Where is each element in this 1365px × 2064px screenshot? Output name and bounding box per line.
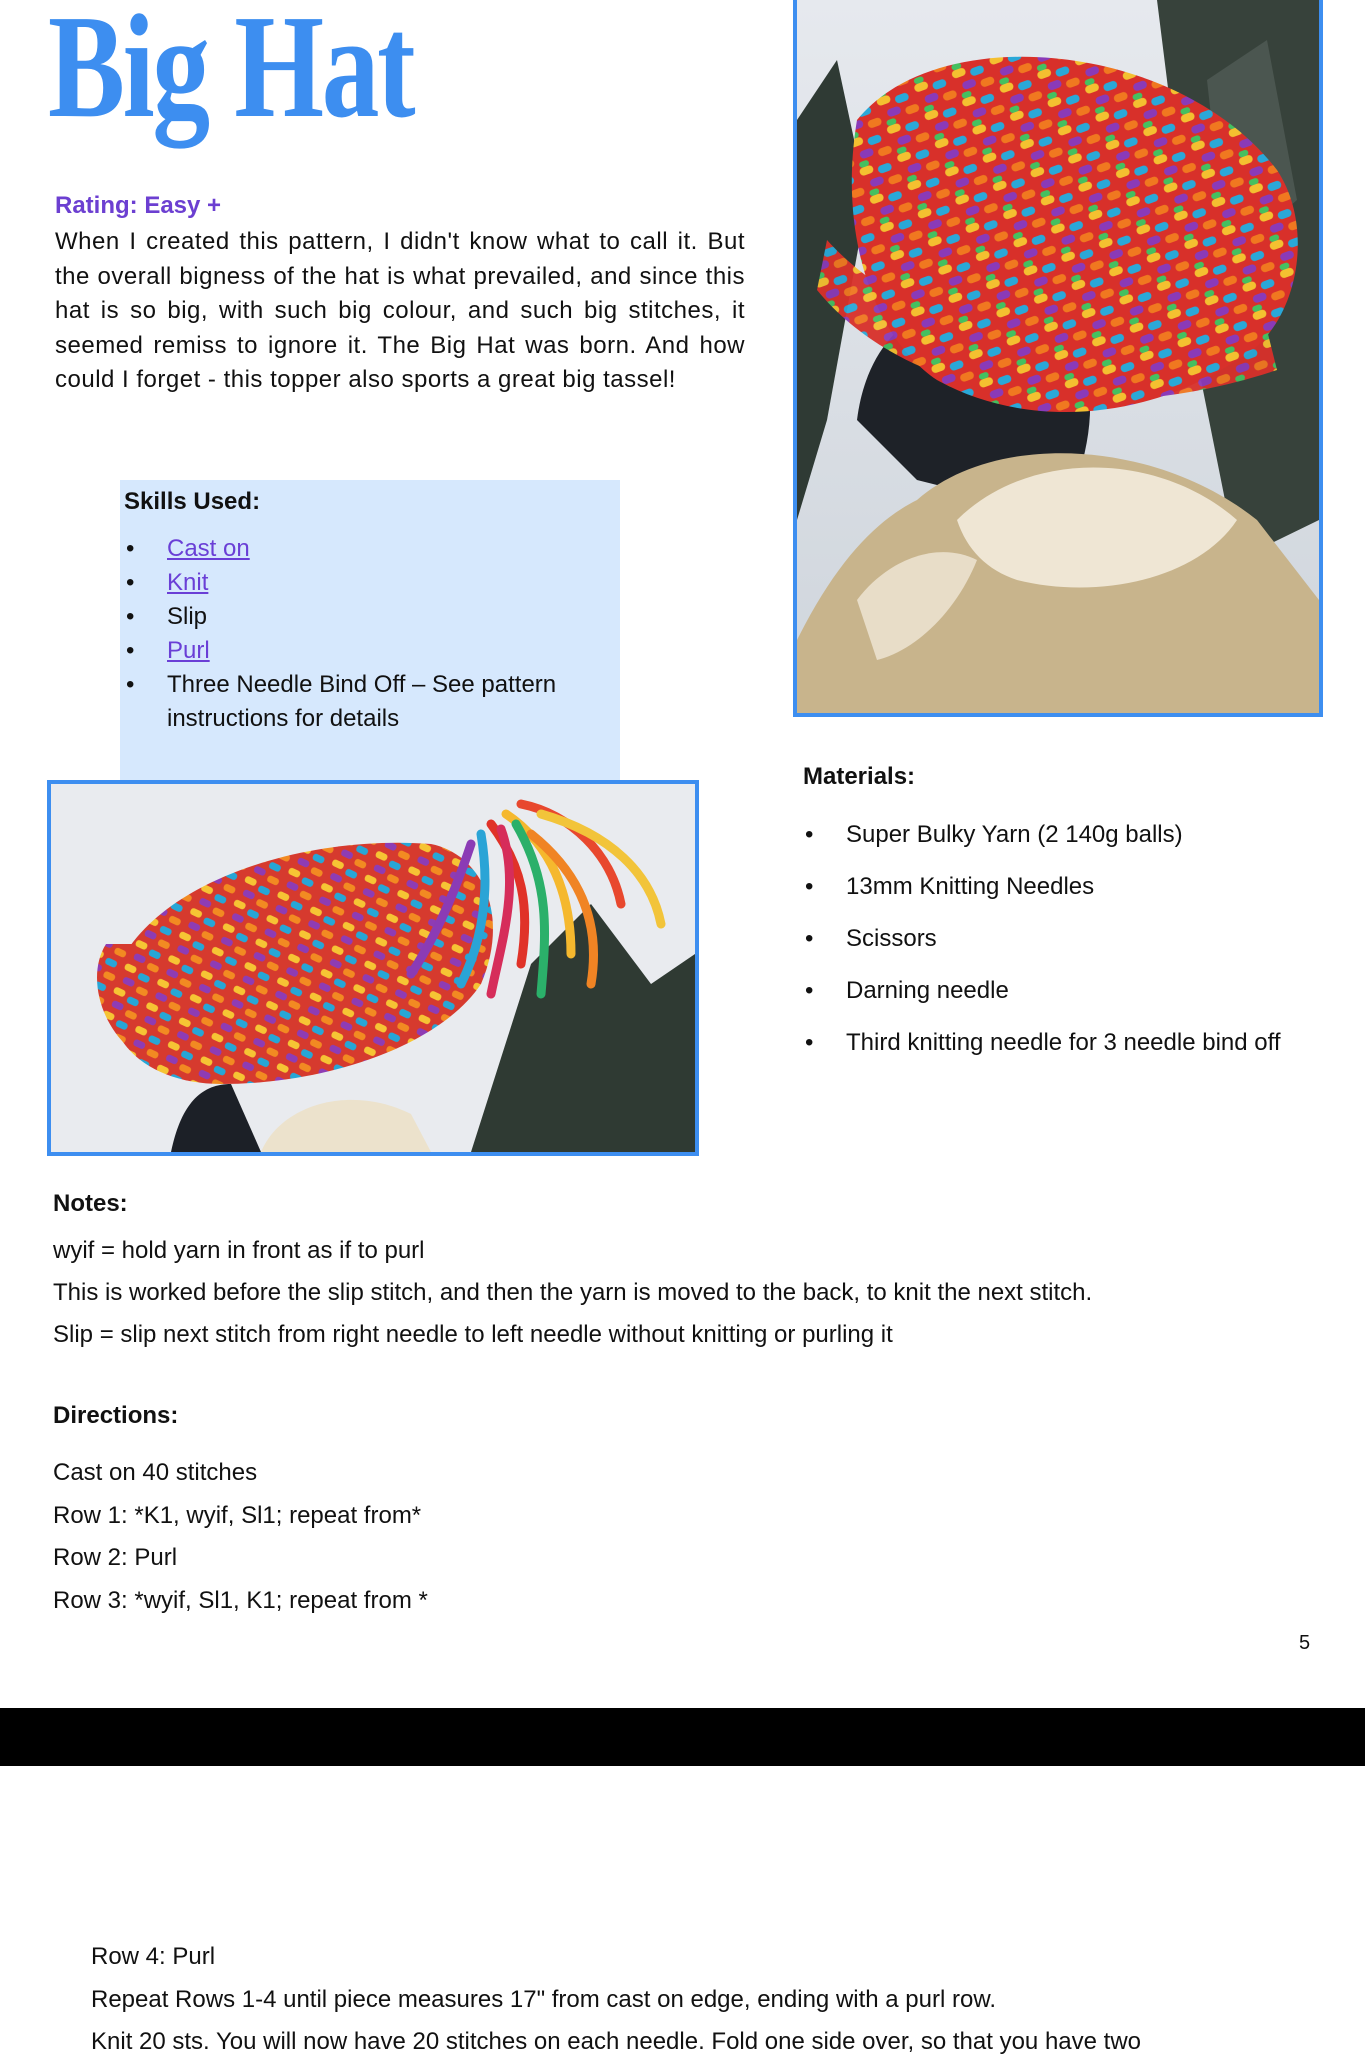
next-page-content: [91, 1936, 1341, 2064]
directions-line: Row 3: *wyif, Sl1, K1; repeat from *: [53, 1586, 428, 1614]
next-page-line: Row 4: Purl: [91, 1943, 216, 1970]
bullet-icon: •: [126, 603, 135, 630]
bullet-icon: •: [805, 821, 814, 848]
bullet-icon: •: [805, 1029, 814, 1056]
notes-heading: Notes:: [53, 1190, 128, 1217]
material-item: [803, 861, 1323, 913]
bullet-icon: •: [126, 637, 135, 664]
rating: Rating: Easy +: [55, 192, 222, 219]
skill-item-three-needle-bind-off: [124, 668, 620, 736]
skill-link-purl[interactable]: Purl: [167, 637, 210, 664]
skill-label-three-needle-bind-off: Three Needle Bind Off – See pattern instructions for details: [167, 671, 557, 732]
skill-label-slip: Slip: [167, 603, 208, 630]
directions-section: [53, 1402, 1303, 1622]
skill-link-cast-on[interactable]: Cast on: [167, 535, 250, 562]
skill-item-cast-on: [124, 532, 620, 566]
material-label: Third knitting needle for 3 needle bind off: [846, 1029, 1281, 1056]
directions-line: Cast on 40 stitches: [53, 1459, 258, 1486]
hat-photo-side: [793, 0, 1323, 717]
bullet-icon: •: [805, 977, 814, 1004]
notes-line: Slip = slip next stitch from right needle to left needle without knitting or purling it: [53, 1321, 893, 1348]
material-label: 13mm Knitting Needles: [846, 873, 1095, 900]
skills-box: [120, 480, 620, 780]
page-separator: [0, 1708, 1365, 1766]
hat-photo-tassel: [47, 780, 699, 1156]
material-item: [803, 809, 1323, 861]
hat-photo-tassel-image: [51, 784, 695, 1152]
bullet-icon: •: [126, 535, 135, 562]
directions-heading: Directions:: [53, 1402, 179, 1429]
bullet-icon: •: [126, 671, 135, 698]
hat-photo-side-image: [797, 0, 1319, 713]
notes-line: wyif = hold yarn in front as if to purl: [53, 1237, 425, 1264]
notes-section: [53, 1190, 1303, 1356]
material-item: [803, 1017, 1323, 1069]
bullet-icon: •: [126, 569, 135, 596]
materials-heading: Materials:: [803, 763, 916, 790]
skill-item-slip: [124, 600, 620, 634]
material-label: Scissors: [846, 925, 937, 952]
material-item: [803, 965, 1323, 1017]
skill-item-knit: [124, 566, 620, 600]
directions-line: Row 2: Purl: [53, 1544, 178, 1571]
intro-paragraph: When I created this pattern, I didn't know what to call it. But the overall bigness of the hat is what prevailed, and since this hat is so big, with such big colour, and such big stitches, it seemed remiss to ignore it. The Big Hat was born. And how could I forget - this topper also sports a great big tassel!: [55, 228, 745, 393]
material-label: Super Bulky Yarn (2 140g balls): [846, 821, 1183, 848]
directions-line: Row 1: *K1, wyif, Sl1; repeat from*: [53, 1501, 422, 1529]
page-title: Big Hat: [48, 0, 414, 149]
material-item: [803, 913, 1323, 965]
skills-list: [124, 532, 620, 736]
bullet-icon: •: [805, 873, 814, 900]
skill-link-knit[interactable]: Knit: [167, 569, 209, 596]
next-page-line: Knit 20 sts. You will now have 20 stitches on each needle. Fold one side over, so that you have two: [91, 2028, 1141, 2055]
skill-item-purl: [124, 634, 620, 668]
notes-line: This is worked before the slip stitch, and then the yarn is moved to the back, to knit the next stitch.: [53, 1279, 1093, 1306]
next-page-line: Repeat Rows 1-4 until piece measures 17" from cast on edge, ending with a purl row.: [91, 1985, 997, 2013]
material-label: Darning needle: [846, 977, 1009, 1004]
page-number: 5: [1299, 1632, 1311, 1654]
materials-section: [803, 763, 1323, 1069]
skills-heading: Skills Used:: [124, 488, 261, 515]
materials-list: [803, 809, 1323, 1069]
bullet-icon: •: [805, 925, 814, 952]
